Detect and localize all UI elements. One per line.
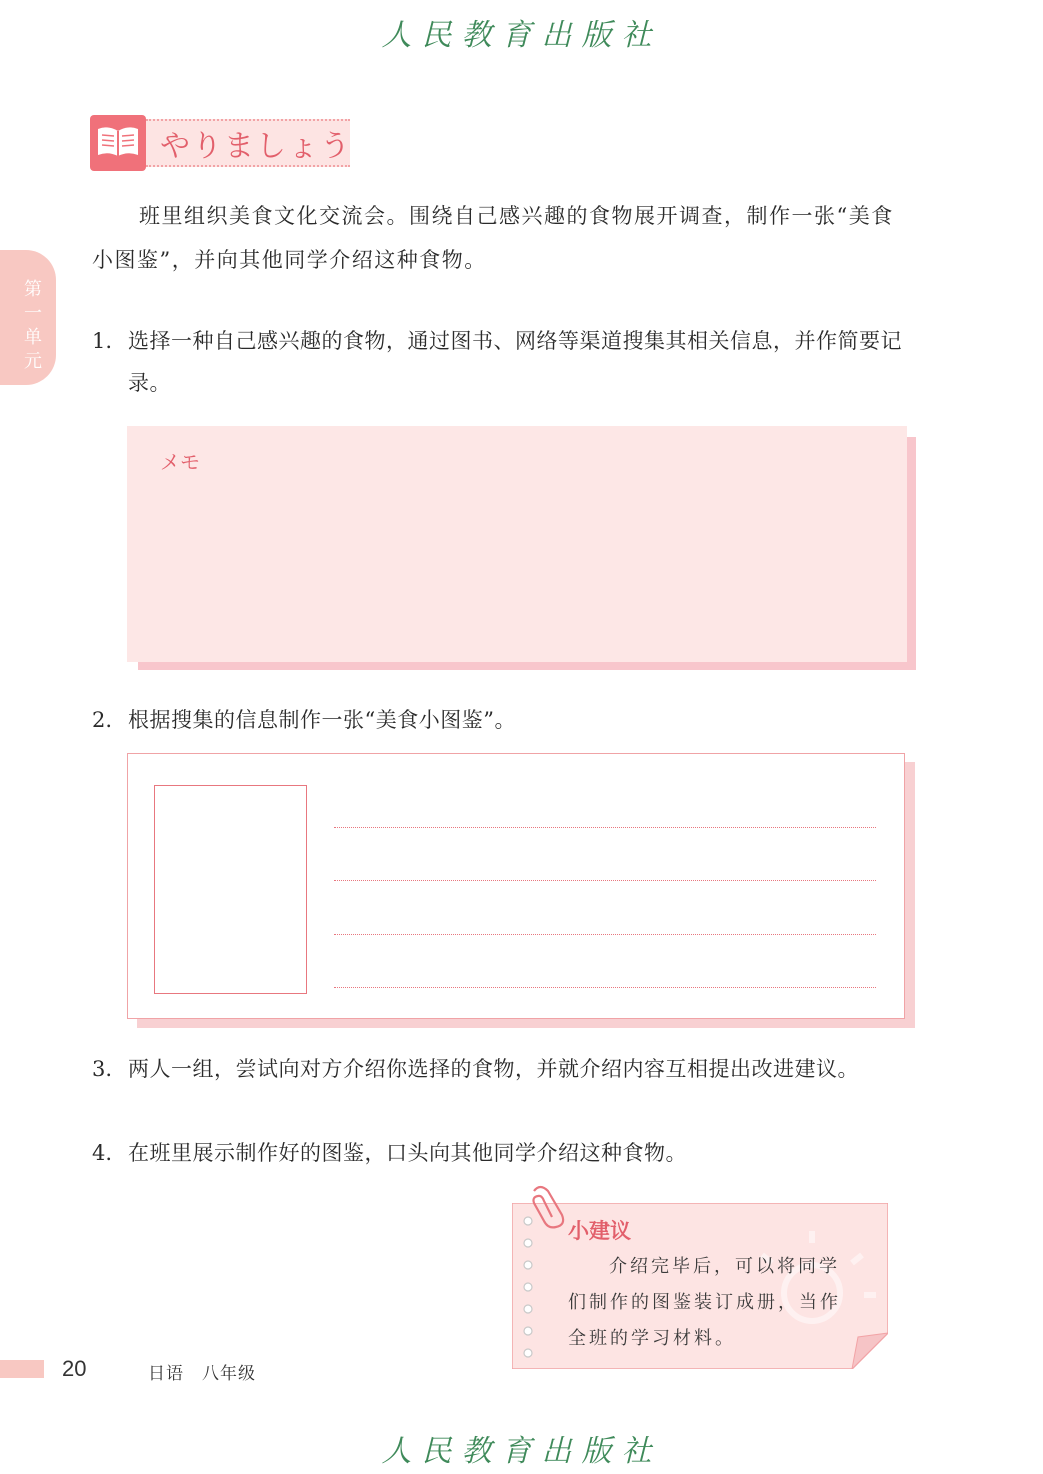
open-book-icon	[90, 115, 146, 171]
task-2-text: 根据搜集的信息制作一张“美食小图鉴”。	[128, 708, 516, 732]
memo-label: メモ	[160, 450, 200, 474]
food-card-form	[127, 753, 905, 1019]
write-line[interactable]	[334, 934, 876, 935]
publisher-footer: 人民教育出版社	[381, 1434, 662, 1469]
task-2-number: 2.	[92, 708, 113, 732]
section-header	[90, 115, 352, 171]
paperclip-icon	[526, 1185, 568, 1231]
task-4-number: 4.	[92, 1141, 113, 1165]
unit-side-tab	[0, 250, 56, 385]
write-line[interactable]	[334, 880, 876, 881]
tip-title: 小建议	[568, 1219, 631, 1243]
task-1-number: 1.	[92, 329, 113, 353]
tip-note	[512, 1203, 888, 1369]
write-line[interactable]	[334, 827, 876, 828]
task-4-text: 在班里展示制作好的图鉴，口头向其他同学介绍这种食物。	[128, 1141, 687, 1165]
footer-accent	[0, 1360, 44, 1378]
page-number: 20	[62, 1356, 87, 1381]
unit-side-tab-label: 第一单元	[24, 279, 42, 372]
picture-frame[interactable]	[154, 785, 307, 994]
publisher-header: 人民教育出版社	[381, 18, 662, 53]
task-1-text: 选择一种自己感兴趣的食物，通过图书、网络等渠道搜集其相关信息，并作简要记录。	[128, 329, 902, 395]
task-3-text: 两人一组，尝试向对方介绍你选择的食物，并就介绍内容互相提出改进建议。	[128, 1057, 859, 1081]
book-name: 日语 八年级	[148, 1364, 256, 1384]
tip-text: 介绍完毕后，可以将同学们制作的图鉴装订成册，当作全班的学习材料。	[568, 1256, 841, 1349]
memo-box[interactable]	[127, 426, 907, 662]
write-line[interactable]	[334, 987, 876, 988]
section-title: やりましょう	[160, 129, 352, 164]
intro-paragraph: 班里组织美食文化交流会。围绕自己感兴趣的食物展开调查，制作一张“美食小图鉴”，并向其他同学介绍这种食物。	[92, 204, 894, 272]
task-3-number: 3.	[92, 1057, 113, 1081]
